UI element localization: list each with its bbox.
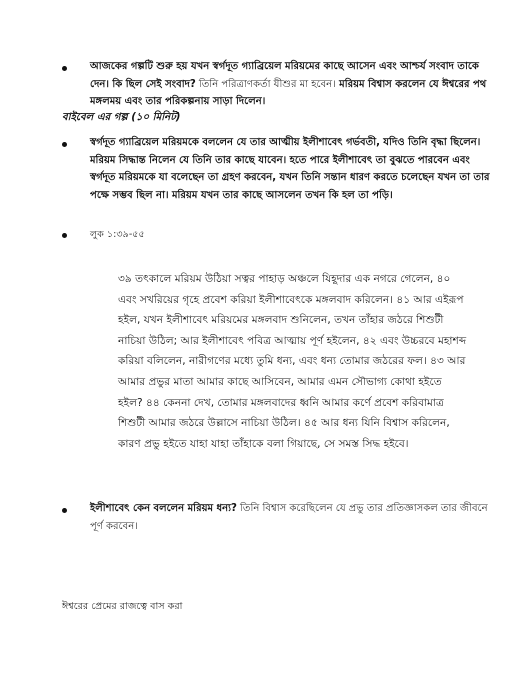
list-item-text [90,500,490,535]
page-footer: ঈশ্বরের প্রেমের রাজত্বে বাস করা [62,601,183,612]
list-item-text: স্বর্গদূত গ্যাব্রিয়েল মরিয়মকে বললেন যে তার আত্মীয় ইলীশাবেৎ গর্ভবতী, যদিও তিনি বৃদ্ধা ছিলেন। মরিয়ম সিদ্ধান্ত নিলেন যে তিনি তার কাছে যাবেন। হতে পারে ইলীশাবেৎ তা বুঝতে পারবেন এবং স্বর্গদূত মরিয়মকে যা বলেছেন তা গ্রহণ করবেন, যখন তিনি সন্তান ধারণ করতে চলেছেন যখন তা তার পক্ষে সম্ভব ছিল না। মরিয়ম যখন তার কাছে আসলেন তখন কি হল তা পড়ি। [90,137,490,201]
bold-text: আজকের গল্পটি শুরু হয় যখন স্বর্গদূত গ্যাব্রিয়েল মরিয়মের কাছে আসেন এবং আশ্চর্য সংবাদ তাকে দেন। কি ছিল সেই সংবাদ? [90,61,479,90]
regular-text: তিনি বিশ্বাস করেছিলেন যে প্রভু তার প্রতিজ্ঞাসকল তার জীবনে পূর্ণ করবেন। [90,503,488,532]
scripture-reference: লুক ১:৩৯-৫৫ [90,229,145,240]
bullet-icon [62,66,67,71]
bullet-icon [62,233,67,238]
bold-text: ইলীশাবেৎ কেন বললেন মরিয়ম ধন্য? [90,503,237,514]
section-heading: বাইবেল এর গল্প (১০ মিনিট) [62,112,181,123]
bullet-icon [62,142,67,147]
bold-text: মরিয়ম বিশ্বাস করলেন যে ঈশ্বরের পথ মঙ্গলময় এবং তার পরিকল্পনায় সাড়া দিলেন। [90,78,487,107]
scripture-passage: ৩৯ তৎকালে মরিয়ম উঠিয়া সত্বর পাহাড় অঞ্চলে যিহূদার এক নগরে গেলেন, ৪০ এবং সখরিয়ের গৃহে প্রবেশ করিয়া ইলীশাবেৎকে মঙ্গলবাদ করিলেন। ৪১ আর এইরূপ হইল, যখন ইলীশাবেৎ মরিয়মের মঙ্গলবাদ শুনিলেন, তখন তাঁহার জঠরে শিশুটী নাচিয়া উঠিল; আর ইলীশাবেৎ পবিত্র আত্মায় পূর্ণ হইলেন, ৪২ এবং উচ্চরবে মহাশব্দ করিয়া বলিলেন, নারীগণের মধ্যে তুমি ধন্য, এবং ধন্য তোমার জঠরের ফল। ৪৩ আর আমার প্রভুর মাতা আমার কাছে আসিবেন, আমার এমন সৌভাগ্য কোথা হইতে হইল? ৪৪ কেননা দেখ, তোমার মঙ্গলবাদের ধ্বনি আমার কর্ণে প্রবেশ করিবামাত্র শিশুটী আমার জঠরে উল্লাসে নাচিয়া উঠিল। ৪৫ আর ধন্য যিনি বিশ্বাস করিলেন, কারণ প্রভু হইতে যাহা যাহা তাঁহাকে বলা গিয়াছে, সে সমস্ত সিদ্ধ হইবে। [118,273,467,450]
bullet-icon [62,508,67,513]
list-item-text [90,58,490,111]
regular-text: তিনি পরিত্রাণকর্তা যীশুর মা হবেন। [195,78,336,90]
